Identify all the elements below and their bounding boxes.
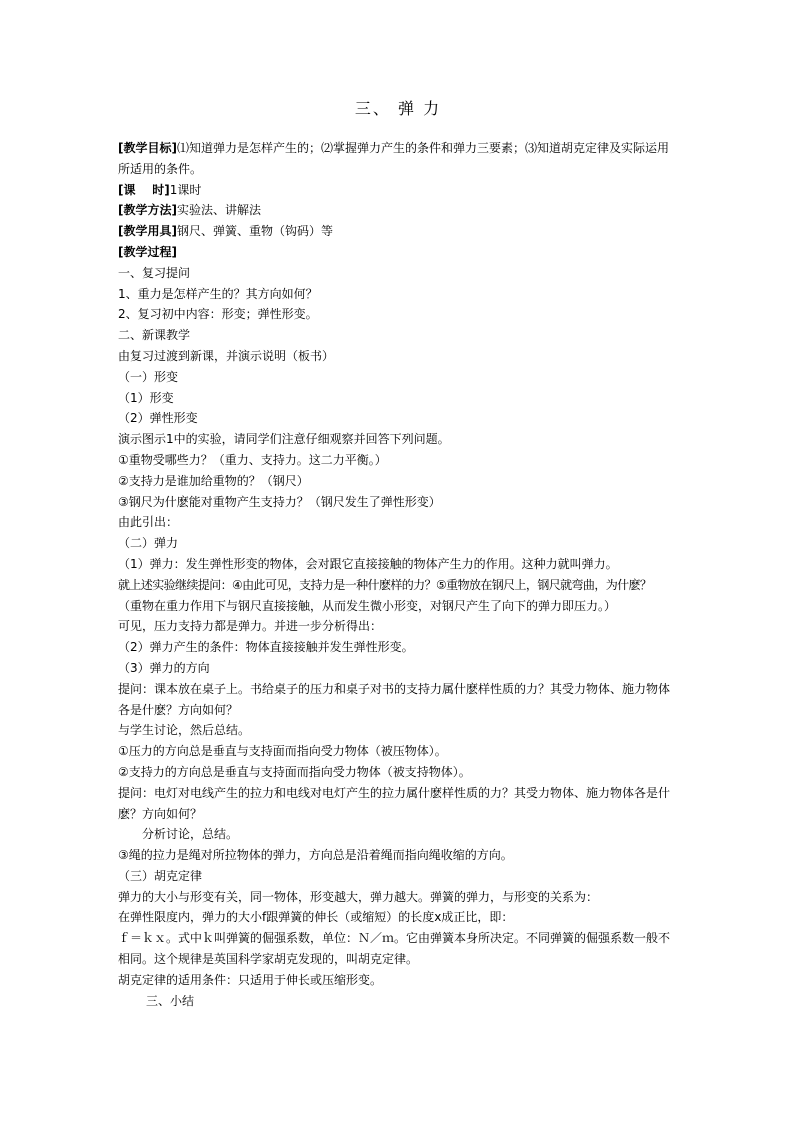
objectives-paragraph: [118, 138, 678, 180]
text-line: ②支持力是谁加给重物的？（钢尺）: [118, 473, 309, 488]
methods-text: 实验法、讲解法: [176, 203, 261, 218]
text-line: （2）弹力产生的条件：物体直接接触并发生弹性形变。: [118, 640, 414, 655]
text-line: 与学生讨论，然后总结。: [118, 723, 251, 738]
process-label: [教学过程]: [118, 244, 177, 259]
text-line: 1、重力是怎样产生的？其方向如何？: [118, 286, 318, 301]
text-line: 演示图示1中的实验，请同学们注意仔细观察并回答下列问题。: [118, 432, 450, 447]
methods-line: [118, 200, 678, 221]
subsection-heading: （三）胡克定律: [118, 868, 203, 883]
text-line: ①重物受哪些力？（重力、支持力。这二力平衡。）: [118, 452, 387, 467]
text-line: （1）弹力：发生弹性形变的物体，会对跟它直接接触的物体产生力的作用。这种力就叫弹力。: [118, 556, 618, 571]
text-line: 2、复习初中内容：形变；弹性形变。: [118, 307, 318, 322]
tools-text: 钢尺、弹簧、重物（钩码）等: [176, 224, 333, 239]
lesson-body: [118, 138, 678, 1011]
text-line: ②支持力的方向总是垂直与支持面而指向受力物体（被支持物体）。: [118, 764, 471, 779]
page-title: 三、 弹 力: [354, 99, 442, 118]
text-line: （1）形变: [118, 390, 174, 405]
text-line: 分析讨论，总结。: [142, 827, 239, 842]
hours-label: [课 时]: [118, 182, 170, 197]
text-line: （重物在重力作用下与钢尺直接接触，从而发生微小形变，对钢尺产生了向下的弹力即压力。）: [118, 598, 617, 613]
section-heading: 一、复习提问: [118, 265, 191, 280]
text-line: （2）弹性形变: [118, 411, 198, 426]
text-line: ③绳的拉力是绳对所拉物体的弹力，方向总是沿着绳而指向绳收缩的方向。: [118, 848, 513, 863]
text-line: 弹力的大小与形变有关，同一物体，形变越大，弹力越大。弹簧的弹力，与形变的关系为：: [118, 889, 599, 904]
hours-line: [118, 180, 678, 201]
text-line: 可见，压力支持力都是弹力。并进一步分析得出：: [118, 619, 383, 634]
text-line: 就上述实验继续提问：④由此可见，支持力是一种什麽样的力？⑤重物放在钢尺上，钢尺就弯曲，为什麽？: [118, 577, 652, 592]
text-line: ③钢尺为什麽能对重物产生支持力？（钢尺发生了弹性形变）: [118, 494, 441, 509]
text-line: 由此引出：: [118, 515, 179, 530]
objectives-text: ⑴知道弹力是怎样产生的；⑵掌握弹力产生的条件和弹力三要素；⑶知道胡克定律及实际运用所适用的条件。: [118, 141, 669, 176]
tools-label: [教学用具]: [118, 224, 177, 239]
section-heading: 三、小结: [146, 993, 195, 1008]
text-line: 由复习过渡到新课，并演示说明（板书）: [118, 348, 335, 363]
text-line: 提问：课本放在桌子上。书给桌子的压力和桌子对书的支持力属什麽样性质的力？其受力物体、施力物体各是什麽？方向如何？: [118, 681, 671, 717]
hours-text: 1课时: [169, 182, 202, 197]
text-line: ①压力的方向总是垂直与支持面而指向受力物体（被压物体）。: [118, 744, 447, 759]
tools-line: [118, 221, 678, 242]
text-line: 胡克定律的适用条件：只适用于伸长或压缩形变。: [118, 972, 383, 987]
methods-label: [教学方法]: [118, 203, 177, 218]
objectives-label: [教学目标]: [118, 141, 177, 155]
section-heading: 二、新课教学: [118, 328, 191, 343]
text-line: ｆ＝ｋｘ。式中ｋ叫弹簧的倔强系数，单位：Ｎ／ｍ。它由弹簧本身所决定。不同弹簧的倔强系数一般不相同。这个规律是英国科学家胡克发现的，叫胡克定律。: [118, 931, 671, 967]
subsection-heading: （二）弹力: [118, 536, 179, 551]
text-line: 提问：电灯对电线产生的拉力和电线对电灯产生的拉力属什麽样性质的力？其受力物体、施力物体各是什麽？方向如何？: [118, 785, 671, 821]
text-line: 在弹性限度内，弹力的大小f跟弹簧的伸长（或缩短）的长度x成正比，即：: [118, 910, 514, 925]
subsection-heading: （一）形变: [118, 369, 179, 384]
text-line: （3）弹力的方向: [118, 660, 210, 675]
